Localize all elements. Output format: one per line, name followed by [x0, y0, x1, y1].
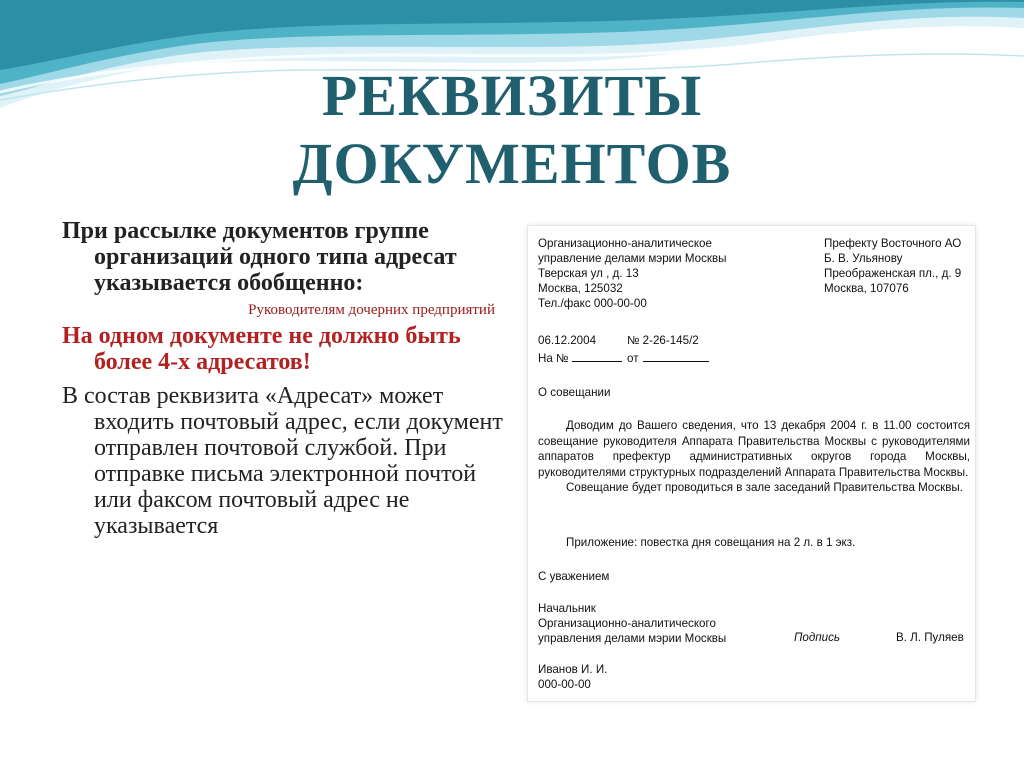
ot-label: от — [627, 352, 639, 365]
sender-block — [538, 236, 726, 311]
left-text-block — [62, 218, 507, 539]
attachment-line: Приложение: повестка дня совещания на 2 л. в 1 экз. — [566, 536, 856, 549]
signer-line: Организационно-аналитического — [538, 617, 716, 630]
recipient-line: Преображенская пл., д. 9 — [824, 267, 962, 280]
signer-line: Начальник — [538, 602, 596, 615]
letter-body — [538, 418, 970, 496]
letter-subject: О совещании — [538, 386, 611, 399]
sender-line: управление делами мэрии Москвы — [538, 252, 727, 265]
signature-label: Подпись — [794, 631, 840, 644]
reference-number-field — [538, 350, 622, 365]
recipient-line: Б. В. Ульянову — [824, 252, 903, 265]
executor-phone: 000-00-00 — [538, 678, 591, 691]
recipient-line: Москва, 107076 — [824, 282, 909, 295]
signer-name: В. Л. Пуляев — [896, 631, 964, 644]
blank-line — [643, 350, 709, 362]
na-label: На № — [538, 352, 569, 365]
recipient-line: Префекту Восточного АО — [824, 237, 962, 250]
signer-block — [538, 601, 726, 646]
reference-date-field — [627, 350, 709, 365]
letter-number: № 2-26-145/2 — [627, 334, 699, 347]
signer-line: управления делами мэрии Москвы — [538, 632, 727, 645]
paragraph-postal-address: В состав реквизита «Адресат» может входить почтовый адрес, если документ отправлен почтовой службой. При отправке письма электронной почтой или факсом почтовый адрес не указывается — [62, 383, 503, 539]
sender-line: Организационно-аналитическое — [538, 237, 712, 250]
letter-date: 06.12.2004 — [538, 334, 597, 347]
recipient-block — [824, 236, 961, 296]
sender-line: Тел./факс 000-00-00 — [538, 297, 647, 310]
executor-name: Иванов И. И. — [538, 663, 608, 676]
sample-letter — [527, 225, 976, 702]
sender-line: Москва, 125032 — [538, 282, 623, 295]
executor-block — [538, 662, 607, 692]
slide-title — [0, 62, 1024, 198]
title-line-2: ДОКУМЕНТОВ — [292, 131, 732, 196]
closing-line: С уважением — [538, 570, 610, 583]
paragraph-generalized-addressee: При рассылке документов группе организаций одного типа адресат указывается обобщенно: — [62, 218, 457, 296]
paragraph-addressee-limit: На одном документе не должно быть более 4-х адресатов! — [62, 323, 461, 375]
body-paragraph-1: Доводим до Вашего сведения, что 13 декабря 2004 г. в 11.00 состоится совещание руководителя Аппарата Правительства Москвы с руководителями аппаратов префектур административных округов города Москвы, руководителями структурных подразделений Аппарата Правительства Москвы. — [538, 419, 970, 479]
blank-line — [572, 350, 622, 362]
sender-line: Тверская ул , д. 13 — [538, 267, 639, 280]
title-line-1: РЕКВИЗИТЫ — [321, 63, 703, 128]
example-note: Руководителям дочерних предприятий — [248, 302, 495, 318]
body-paragraph-2: Совещание будет проводиться в зале заседаний Правительства Москвы. — [566, 481, 963, 494]
